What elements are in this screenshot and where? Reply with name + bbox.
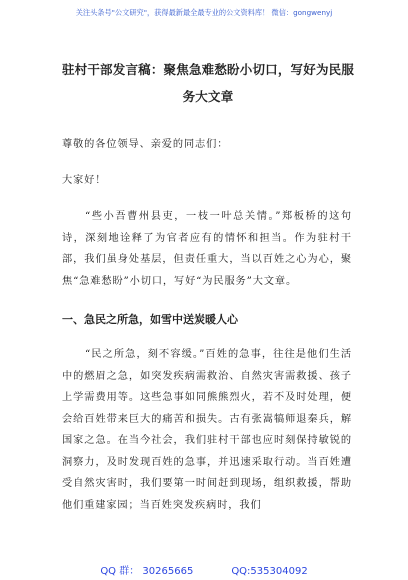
- footer-contact: [0, 562, 408, 577]
- section-1-paragraph: “民之所急，刻不容缓。”百姓的急事，往往是他们生活中的燃眉之急，如突发疾病需救治、自然灾害需救援、孩子上学需费用等。这些急事如同熊熊烈火，若不及时处理，便会给百姓带来巨大的痛苦和损失。古有张嵩犒师退秦兵，解国家之急。在当今社会，我们驻村干部也应时刻保持敏锐的洞察力，及时发现百姓的急事，并迅速采取行动。当百姓遭受自然灾害时，我们要第一时间赶到现场，组织救援，帮助他们重建家园；当百姓突发疾病时，我们: [62, 349, 352, 511]
- intro-paragraph: “些小吾曹州县吏，一枝一叶总关情。”郑板桥的这句诗，深刻地诠释了为官者应有的情怀和担当。作为驻村干部，我们虽身处基层，但责任重大，当以百姓之心为心，聚焦“急难愁盼”小切口，写好“为民服务”大文章。: [62, 211, 352, 287]
- header-banner: 关注头条号"公文研究"，获得最新最全最专业的公文资料库！ 微信：gongwenyj: [75, 8, 333, 17]
- footer-qq-group: QQ 群： 30265665: [100, 566, 194, 577]
- document-title: 驻村干部发言稿：聚焦急难愁盼小切口，写好为民服务大文章: [61, 62, 355, 104]
- salutation: 尊敬的各位领导、亲爱的同志们：: [62, 139, 229, 150]
- section-heading-1: 一、急民之所急，如雪中送炭暖人心: [62, 313, 238, 326]
- footer-qq-number: QQ:535304092: [231, 566, 308, 577]
- greeting: 大家好！: [62, 175, 107, 186]
